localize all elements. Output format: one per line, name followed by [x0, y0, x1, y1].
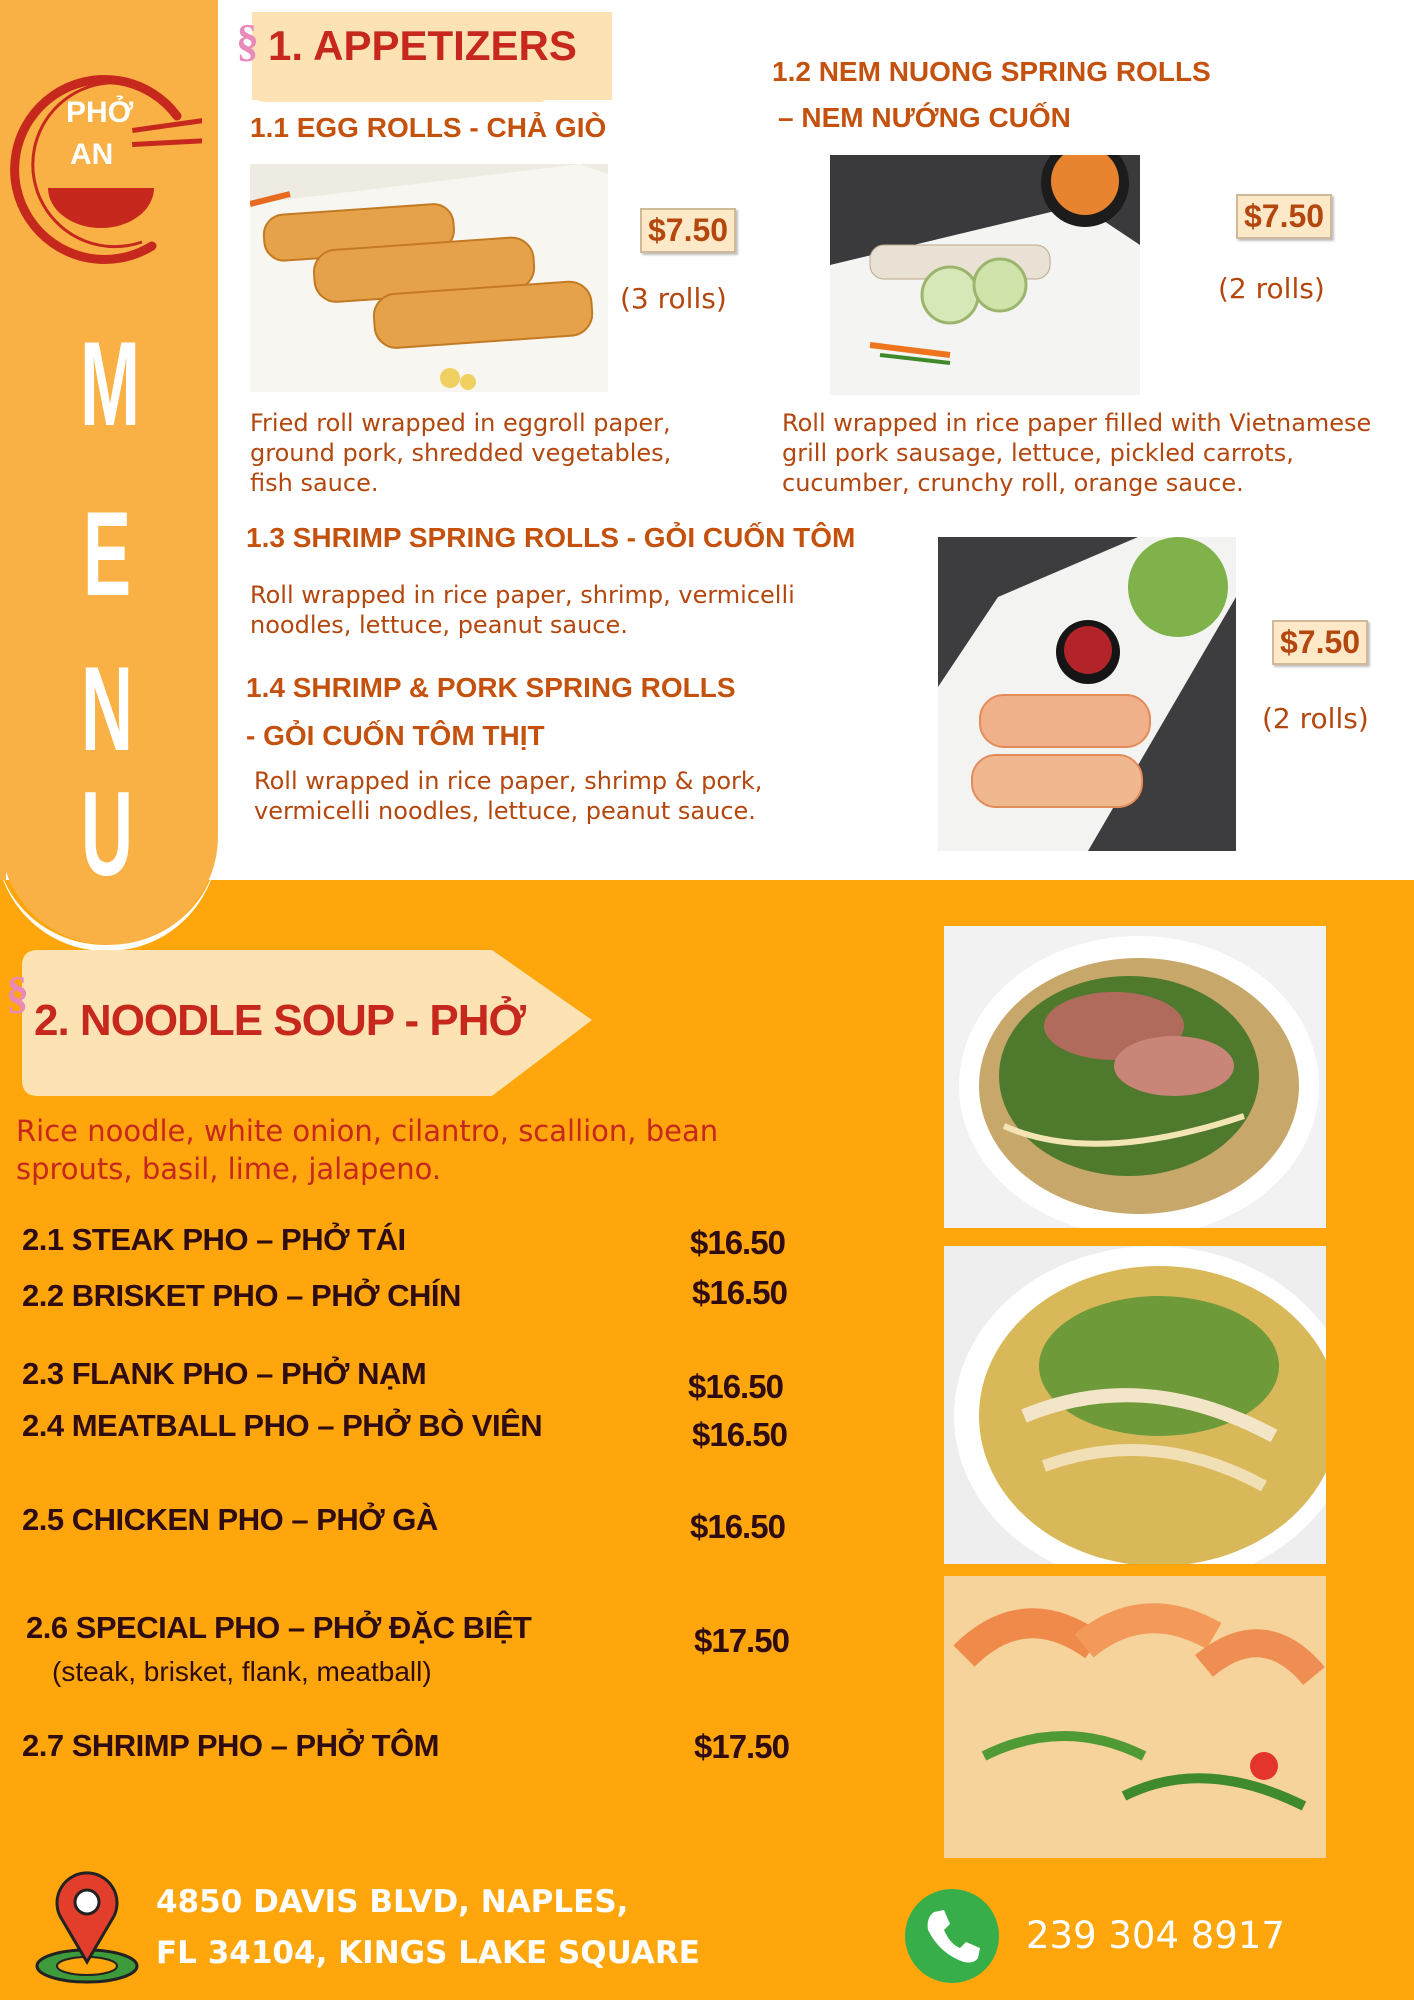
pho-item-2-6-note: (steak, brisket, flank, meatball): [52, 1656, 432, 1687]
pho-price-2-7: $17.50: [694, 1728, 789, 1765]
menu-letter-e: E: [82, 487, 132, 621]
noodle-soup-heading: 2. NOODLE SOUP - PHỞ: [34, 996, 526, 1045]
item-1-4-title-line-1: 1.4 SHRIMP & PORK SPRING ROLLS: [246, 672, 736, 703]
menu-letter-u: U: [80, 767, 133, 901]
pho-price-2-5: $16.50: [690, 1508, 785, 1545]
pho-price-2-3: $16.50: [688, 1368, 783, 1405]
swirl-decoration: §: [236, 15, 259, 66]
shrimp-spring-rolls-photo: [938, 537, 1236, 851]
address-line-2: FL 34104, KINGS LAKE SQUARE: [156, 1935, 700, 1971]
phone-icon: [904, 1888, 1000, 1984]
map-pin-icon: [32, 1866, 142, 1986]
pho-item-2-3: 2.3 FLANK PHO – PHỞ NẠM: [22, 1356, 427, 1391]
appetizers-tag-white-cover: [612, 12, 782, 102]
item-1-3-title: 1.3 SHRIMP SPRING ROLLS - GỎI CUỐN TÔM: [246, 522, 856, 553]
appetizers-heading: 1. APPETIZERS: [268, 22, 577, 69]
item-1-3-desc-line-2: noodles, lettuce, peanut sauce.: [250, 611, 628, 639]
pho-price-2-4: $16.50: [692, 1416, 787, 1453]
egg-rolls-photo: [250, 164, 608, 392]
item-1-4-title-line-2: - GỎI CUỐN TÔM THỊT: [246, 720, 545, 751]
pho-item-2-6: 2.6 SPECIAL PHO – PHỞ ĐẶC BIỆT: [26, 1610, 532, 1645]
pho-item-2-4: 2.4 MEATBALL PHO – PHỞ BÒ VIÊN: [22, 1408, 543, 1443]
items-1-3-1-4-qty: (2 rolls): [1262, 702, 1369, 735]
pho-item-2-5: 2.5 CHICKEN PHO – PHỞ GÀ: [22, 1502, 438, 1537]
item-1-2-price: $7.50: [1236, 194, 1332, 239]
pho-price-2-1: $16.50: [690, 1224, 785, 1261]
items-1-3-1-4-price: $7.50: [1272, 620, 1368, 665]
item-1-1-qty: (3 rolls): [620, 282, 727, 315]
pho-price-2-2: $16.50: [692, 1274, 787, 1311]
item-1-2-title-line-2: – NEM NƯỚNG CUỐN: [778, 102, 1071, 133]
pho-an-logo: [2, 46, 202, 266]
item-1-4-desc-line-2: vermicelli noodles, lettuce, peanut sauce.: [254, 797, 756, 825]
item-1-2-desc-line-2: grill pork sausage, lettuce, pickled carrots,: [782, 439, 1294, 467]
nem-nuong-photo: [830, 155, 1140, 395]
noodle-intro-line-2: sprouts, basil, lime, jalapeno.: [16, 1152, 442, 1186]
item-1-2-desc-line-1: Roll wrapped in rice paper filled with Vietnamese: [782, 409, 1372, 437]
item-1-3-desc-line-1: Roll wrapped in rice paper, shrimp, vermicelli: [250, 581, 795, 609]
item-1-2-qty: (2 rolls): [1218, 272, 1325, 305]
item-1-2-title-line-1: 1.2 NEM NUONG SPRING ROLLS: [772, 56, 1211, 87]
logo-text-pho: PHỞ: [66, 96, 134, 129]
steak-pho-photo: [944, 926, 1326, 1228]
logo-text-an: AN: [70, 138, 114, 171]
menu-letter-m: M: [80, 317, 140, 451]
item-1-1-desc-line-3: fish sauce.: [250, 469, 379, 497]
item-1-4-desc-line-1: Roll wrapped in rice paper, shrimp & pork,: [254, 767, 763, 795]
item-1-1-title: 1.1 EGG ROLLS - CHẢ GIÒ: [250, 112, 607, 143]
address-line-1: 4850 DAVIS BLVD, NAPLES,: [156, 1884, 629, 1920]
menu-letter-n: N: [80, 642, 133, 776]
item-1-2-desc-line-3: cucumber, crunchy roll, orange sauce.: [782, 469, 1244, 497]
pho-item-2-1: 2.1 STEAK PHO – PHỞ TÁI: [22, 1222, 406, 1257]
item-1-1-desc-line-1: Fried roll wrapped in eggroll paper,: [250, 409, 671, 437]
shrimp-pho-photo: [944, 1576, 1326, 1858]
pho-item-2-7: 2.7 SHRIMP PHO – PHỞ TÔM: [22, 1728, 439, 1763]
noodle-intro-line-1: Rice noodle, white onion, cilantro, scallion, bean: [16, 1114, 719, 1148]
pho-item-2-2: 2.2 BRISKET PHO – PHỞ CHÍN: [22, 1278, 461, 1313]
phone-number[interactable]: 239 304 8917: [1026, 1914, 1285, 1957]
chicken-pho-photo: [944, 1246, 1326, 1564]
swirl-decoration-2: §: [6, 967, 29, 1018]
item-1-1-price: $7.50: [640, 208, 736, 253]
pho-price-2-6: $17.50: [694, 1622, 789, 1659]
item-1-1-desc-line-2: ground pork, shredded vegetables,: [250, 439, 672, 467]
